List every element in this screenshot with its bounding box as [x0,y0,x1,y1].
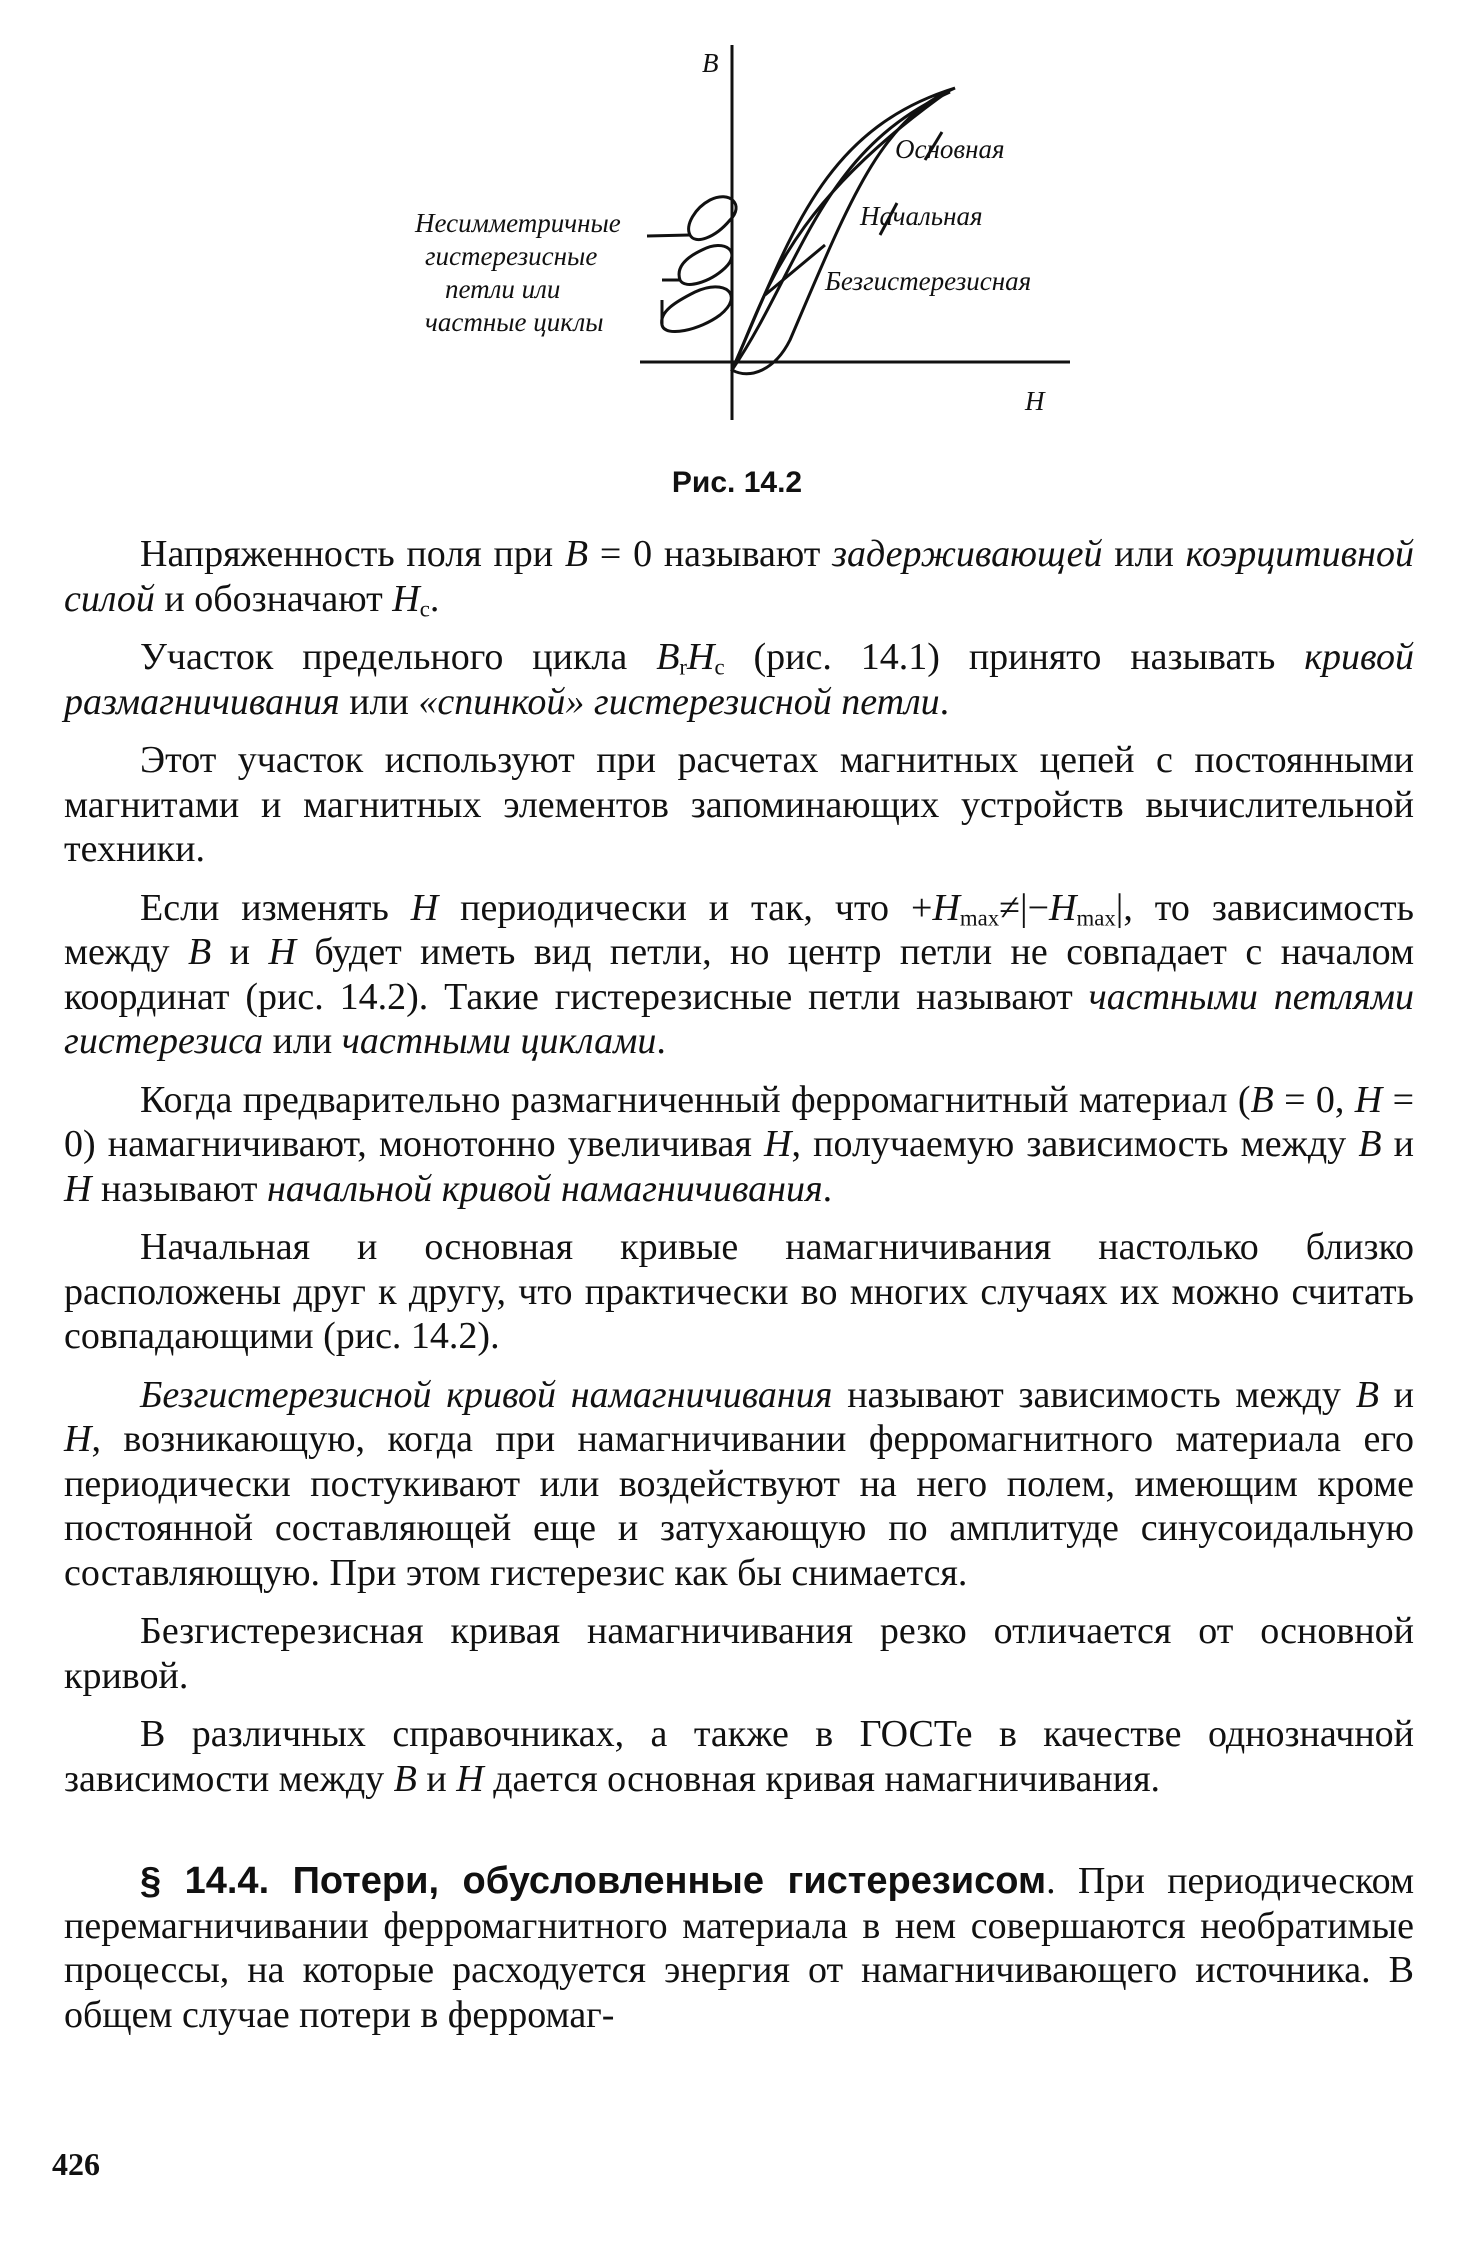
section-14-4: § 14.4. Потери, обусловленные гистерезисом. При периодическом перемагничивании ферромагнитного материала в нем совершаются необратимые процессы, на которые расходуется энергия от намагничивающего источника. В общем случае потери в ферромаг- [64,1860,1414,2036]
label-bezgisterez: Безгистерезисная [825,266,1032,296]
body-text [64,532,1414,2037]
figure-14-2 [380,40,1100,440]
figure-caption: Рис. 14.2 [671,466,803,499]
paragraph-3: Этот участок используют при расчетах магнитных цепей с постоянными магнитами и магнитных элементов запоминающих устройств вычислительной техники. [64,739,1414,870]
axis-b-label: B [702,48,719,78]
label-nachalnaya: Начальная [860,201,983,231]
minor-loop-2 [679,245,732,284]
minor-loop-3 [662,287,732,332]
section-heading: § 14.4. Потери, обусловленные гистерезисом [140,1860,1047,1902]
label-loops-1: Несимметричные [415,208,621,238]
label-osnovnaya: Основная [895,134,1005,164]
paragraph-6: Начальная и основная кривые намагничивания настолько близко расположены друг к другу, что практически во многих случаях их можно считать совпадающими (рис. 14.2). [64,1226,1414,1357]
paragraph-2: Участок предельного цикла $B_rH_c$ (рис. 14.1) принято называть кривой размагничивания или «спинкой» гистерезисной петли. [64,636,1415,723]
label-loops-4: частные циклы [425,307,604,337]
paragraph-5: Когда предварительно размагниченный ферромагнитный материал (B = 0, H = 0) намагничивают, монотонно увеличивая H, получаемую зависимость между B и H называют начальной кривой намагничивания. [64,1078,1415,1210]
hysteresis-diagram [380,40,1100,440]
leader-loops-a [647,235,690,236]
paragraph-8: Безгистерезисная кривая намагничивания резко отличается от основной кривой. [64,1610,1414,1697]
label-loops-3: петли или [445,274,561,304]
axis-h-label: H [1025,386,1045,416]
label-loops-2: гистерезисные [425,241,598,271]
paragraph-9: В различных справочниках, а также в ГОСТе в качестве однозначной зависимости между B и H дается основная кривая намагничивания. [64,1713,1414,1800]
page-number: 426 [52,2146,100,2182]
paragraph-4: Если изменять H периодически и так, что $+H_{max}\ne|-H_{max}|$, то зависимость между B и H будет иметь вид петли, но центр петли не совпадает с началом координат (рис. 14.2). Такие гистерезисные петли называют частными петлями гистерезиса или частными циклами. [64,886,1414,1062]
minor-loop-1 [689,197,736,240]
paragraph-1: Напряженность поля при B = 0 называют задерживающей или коэрцитивной силой и обозначают $H_c$. [64,533,1414,622]
paragraph-7: Безгистерезисной кривой намагничивания называют зависимость между B и H, возникающую, когда при намагничивании ферромагнитного материала его периодически постукивают или воздействуют на него полем, имеющим кроме постоянной составляющей еще и затухающую по амплитуде синусоидальную составляющую. При этом гистерезис как бы снимается. [64,1373,1414,1594]
